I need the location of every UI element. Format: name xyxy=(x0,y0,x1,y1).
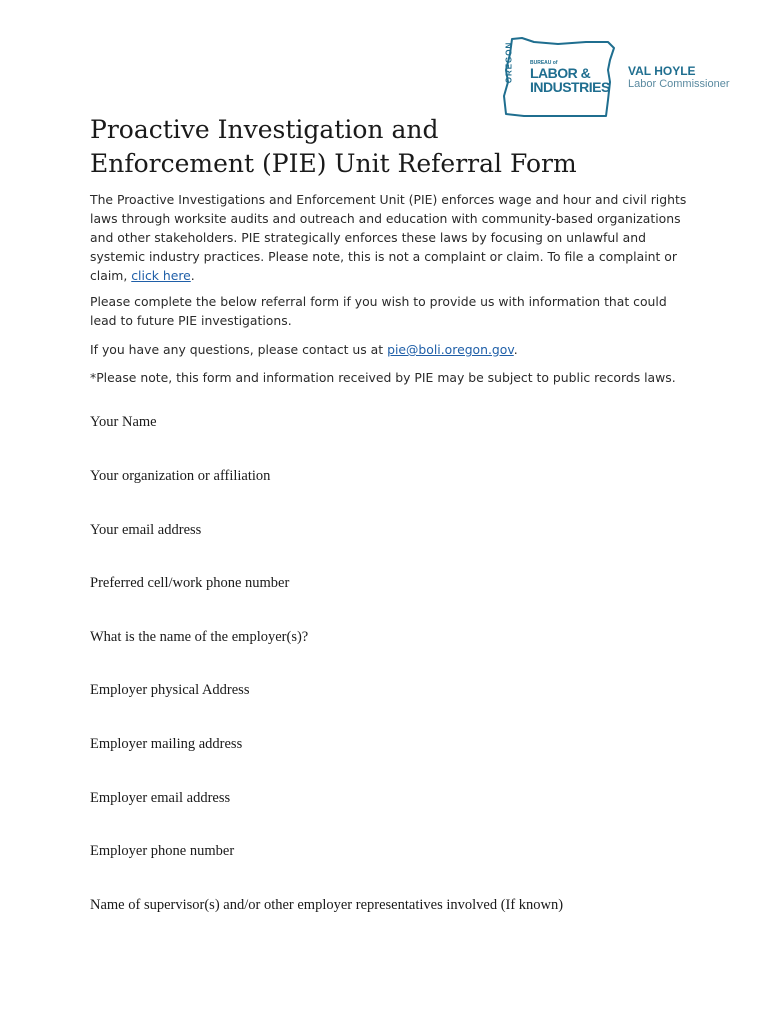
employer-physical-address-label: Employer physical Address xyxy=(90,682,250,698)
page-title-line-2: Enforcement (PIE) Unit Referral Form xyxy=(90,149,577,178)
employer-phone-label: Employer phone number xyxy=(90,843,235,859)
contact-paragraph xyxy=(90,340,690,359)
commissioner xyxy=(628,64,729,90)
organization-label: Your organization or affiliation xyxy=(90,468,271,484)
boli-logo xyxy=(500,36,750,120)
contact-text: If you have any questions, please contact us at xyxy=(90,342,388,357)
email-label: Your email address xyxy=(90,522,202,538)
employer-mailing-address-label: Employer mailing address xyxy=(90,736,243,752)
public-records-note: *Please note, this form and information received by PIE may be subject to public records laws. xyxy=(90,370,676,385)
intro-end: . xyxy=(190,268,195,283)
supervisor-name-label: Name of supervisor(s) and/or other employer representatives involved (If known) xyxy=(90,897,564,913)
phone-label: Preferred cell/work phone number xyxy=(90,575,290,591)
commissioner-name: VAL HOYLE xyxy=(628,64,696,78)
employer-email-label: Employer email address xyxy=(90,790,231,806)
page-title-line-1: Proactive Investigation and xyxy=(90,115,439,144)
contact-end: . xyxy=(513,342,518,357)
instructions-paragraph: Please complete the below referral form if you wish to provide us with information that could lead to future PIE investigations. xyxy=(90,294,667,328)
logo-wordmark xyxy=(530,60,610,94)
logo-bureau: BUREAU of xyxy=(530,60,558,66)
commissioner-title: Labor Commissioner xyxy=(628,78,730,90)
page-title xyxy=(90,113,690,181)
employer-name-label: What is the name of the employer(s)? xyxy=(90,629,309,645)
intro-text: The Proactive Investigations and Enforcement Unit (PIE) enforces wage and hour and civil rights laws through worksite audits and outreach and education with community-based organizations and other stakeholders. PIE strategically enforces these laws by focusing on unlawful and systemic industry practices. Please note, this is not a complaint or claim. To file a complaint or claim, xyxy=(90,192,687,283)
intro-paragraph xyxy=(90,190,690,285)
click-here-link[interactable]: click here xyxy=(131,268,191,283)
contact-email-link[interactable]: pie@boli.oregon.gov xyxy=(387,342,514,357)
your-name-label: Your Name xyxy=(90,414,157,430)
logo-industries: INDUSTRIES xyxy=(530,79,610,95)
logo-state: OREGON xyxy=(504,41,514,84)
logo-labor: LABOR & xyxy=(530,65,591,81)
